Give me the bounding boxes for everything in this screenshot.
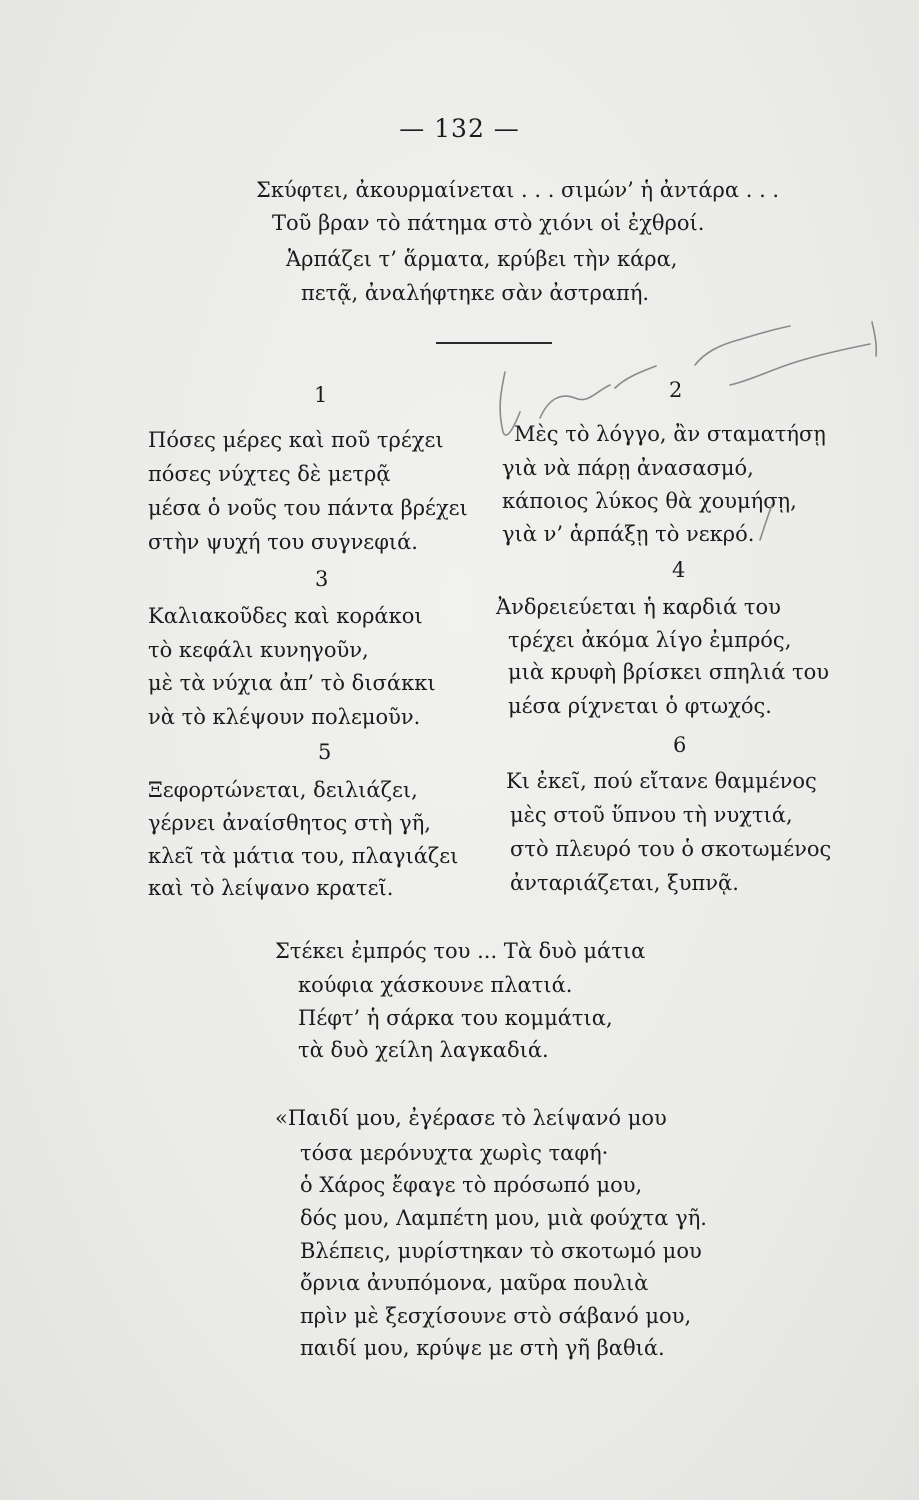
stanza-5-line: κλεῖ τὰ μάτια του, πλαγιάζει — [148, 844, 459, 868]
section-divider — [436, 342, 552, 344]
stanza-number-4: 4 — [672, 558, 686, 582]
intro-line: Ἁρπάζει τ’ ἅρματα, κρύβει τὴν κάρα, — [286, 247, 678, 271]
verse-a-line: κούφια χάσκουνε πλατιά. — [298, 973, 573, 997]
stanza-2-line: κάποιος λύκος θὰ χουμήσῃ, — [502, 489, 797, 513]
stanza-5-line: Ξεφορτώνεται, δειλιάζει, — [148, 778, 418, 802]
stanza-6-line: μὲς στοῦ ὕπνου τὴ νυχτιά, — [510, 803, 793, 827]
verse-b-line: δός μου, Λαμπέτη μου, μιὰ φούχτα γῆ. — [300, 1206, 707, 1230]
verse-b-line: παιδί μου, κρύψε με στὴ γῆ βαθιά. — [300, 1336, 665, 1360]
stanza-2-line: γιὰ νὰ πάρῃ ἀνασασμό, — [502, 456, 754, 480]
stanza-3-line: τὸ κεφάλι κυνηγοῦν, — [148, 638, 369, 662]
verse-b-line: ὄρνια ἀνυπόμονα, μαῦρα πουλιὰ — [300, 1271, 649, 1295]
intro-line: Τοῦ βραν τὸ πάτημα στὸ χιόνι οἱ ἐχθροί. — [272, 211, 705, 235]
stanza-2-line: γιὰ ν’ ἁρπάξῃ τὸ νεκρό. — [502, 522, 755, 546]
stanza-3-line: Καλιακοῦδες καὶ κοράκοι — [148, 604, 423, 628]
page-number: — 132 — — [399, 114, 520, 143]
stanza-6-line: στὸ πλευρό του ὁ σκοτωμένος — [510, 837, 832, 861]
verse-a-line: Στέκει ἐμπρός του ... Τὰ δυὸ μάτια — [275, 939, 646, 963]
stanza-1-line: στὴν ψυχή του συγνεφιά. — [148, 530, 418, 554]
stanza-1-line: Πόσες μέρες καὶ ποῦ τρέχει — [148, 428, 444, 452]
stanza-3-line: μὲ τὰ νύχια ἀπ’ τὸ δισάκκι — [148, 671, 436, 695]
intro-line: πετᾷ, ἀναλήφτηκε σὰν ἀστραπή. — [301, 281, 650, 305]
stanza-4-line: Ἀνδρειεύεται ἡ καρδιά του — [496, 595, 781, 619]
verse-a-line: Πέφτ’ ἡ σάρκα του κομμάτια, — [298, 1006, 613, 1030]
stanza-4-line: μέσα ρίχνεται ὁ φτωχός. — [508, 694, 772, 718]
stanza-2-line: Μὲς τὸ λόγγο, ἂν σταματήσῃ — [514, 422, 826, 446]
verse-b-line: Βλέπεις, μυρίστηκαν τὸ σκοτωμό μου — [300, 1239, 702, 1263]
verse-b-line: τόσα μερόνυχτα χωρὶς ταφή· — [300, 1141, 609, 1165]
stanza-6-line: ἀνταριάζεται, ξυπνᾷ. — [510, 871, 739, 895]
verse-b-line: πρὶν μὲ ξεσχίσουνε στὸ σάβανό μου, — [300, 1304, 692, 1328]
verse-a-line: τὰ δυὸ χείλη λαγκαδιά. — [298, 1038, 549, 1062]
stanza-1-line: μέσα ὁ νοῦς του πάντα βρέχει — [148, 496, 468, 520]
verse-b-line: ὁ Χάρος ἔφαγε τὸ πρόσωπό μου, — [300, 1173, 643, 1197]
intro-line: Σκύφτει, ἀκουρμαίνεται . . . σιμών’ ἡ ἀντάρα . . . — [256, 178, 780, 202]
stanza-4-line: τρέχει ἀκόμα λίγο ἐμπρός, — [508, 628, 792, 652]
stanza-6-line: Κι ἐκεῖ, πού εἴτανε θαμμένος — [506, 769, 817, 793]
stanza-4-line: μιὰ κρυφὴ βρίσκει σπηλιά του — [508, 660, 830, 684]
stanza-number-6: 6 — [673, 733, 687, 757]
verse-b-line: «Παιδί μου, ἐγέρασε τὸ λείψανό μου — [275, 1106, 667, 1130]
stanza-5-line: γέρνει ἀναίσθητος στὴ γῆ, — [148, 811, 431, 835]
stanza-number-1: 1 — [314, 383, 328, 407]
stanza-1-line: πόσες νύχτες δὲ μετρᾷ — [148, 462, 391, 486]
stanza-number-3: 3 — [315, 567, 329, 591]
stanza-5-line: καὶ τὸ λείψανο κρατεῖ. — [148, 876, 394, 900]
stanza-number-2: 2 — [669, 378, 683, 402]
stanza-number-5: 5 — [318, 740, 332, 764]
stanza-3-line: νὰ τὸ κλέψουν πολεμοῦν. — [148, 705, 421, 729]
